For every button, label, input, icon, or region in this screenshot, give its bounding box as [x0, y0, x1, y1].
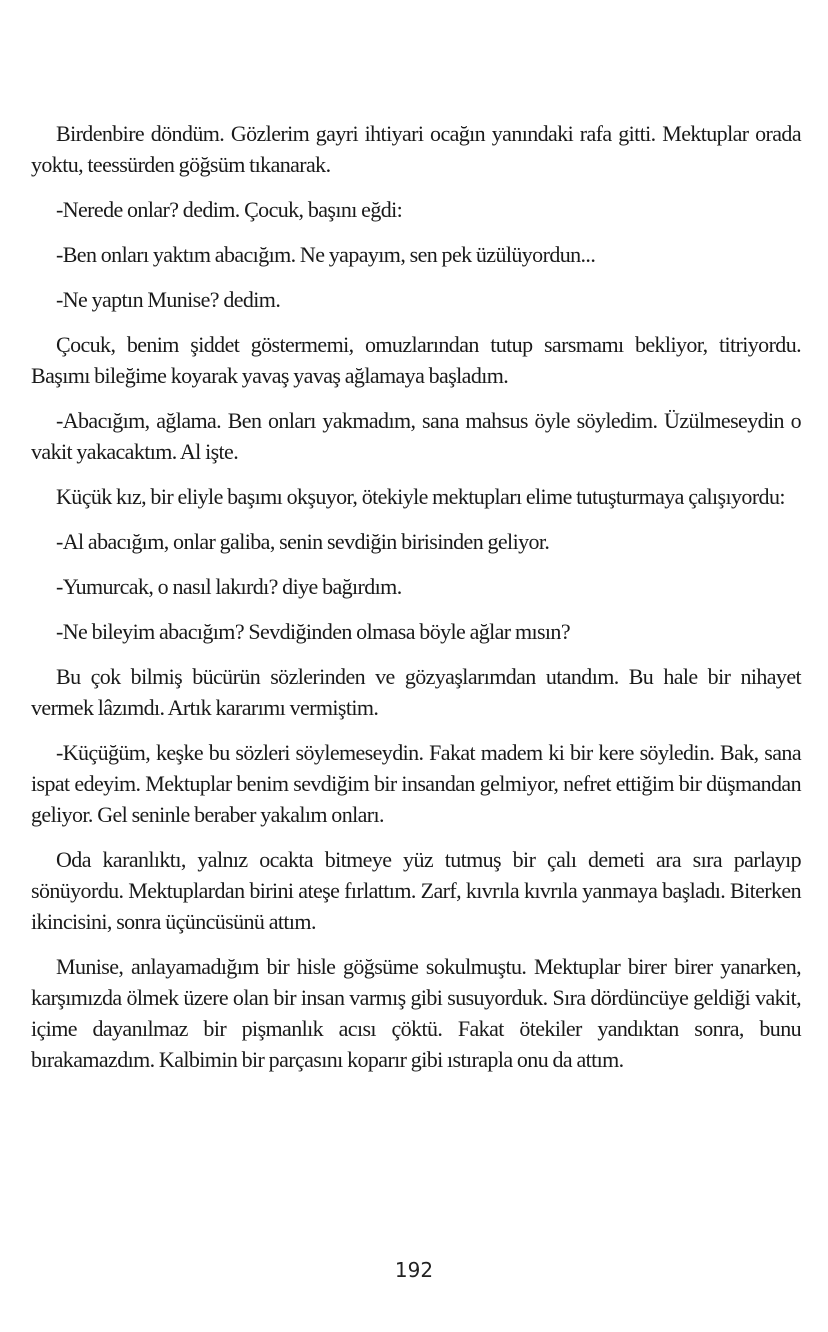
page-number: 192 — [394, 1258, 434, 1282]
page-body — [31, 118, 801, 1089]
paragraph: -Abacığım, ağlama. Ben onları yakmadım, sana mahsus öyle söyledim. Üzülmeseydin o vakit yakacaktım. Al işte. — [31, 408, 801, 464]
paragraph: Oda karanlıktı, yalnız ocakta bitmeye yüz tutmuş bir çalı demeti ara sıra parlayıp sönüyordu. Mektuplardan birini ateşe fırlattım. Zarf, kıvrıla kıvrıla yanmaya başladı. Biterken ikincisini, sonra üçüncüsünü attım. — [31, 847, 801, 934]
paragraph: Çocuk, benim şiddet göstermemi, omuzlarından tutup sarsmamı bekliyor, titriyordu. Başımı bileğime koyarak yavaş yavaş ağlamaya başladım. — [31, 332, 801, 388]
paragraph: -Küçüğüm, keşke bu sözleri söylemeseydin. Fakat madem ki bir kere söyledin. Bak, sana ispat edeyim. Mektuplar benim sevdiğim bir insandan gelmiyor, nefret ettiğim bir düşmandan geliyor. Gel seninle beraber yakalım onları. — [31, 740, 801, 827]
paragraph: Munise, anlayamadığım bir hisle göğsüme sokulmuştu. Mektuplar birer birer yanarken, karşımızda ölmek üzere olan bir insan varmış gibi susuyorduk. Sıra dördüncüye geldiği vakit, içime dayanılmaz bir pişmanlık acısı çöktü. Fakat ötekiler yandıktan sonra, bunu bırakamazdım. Kalbimin bir parçasını koparır gibi ıstırapla onu da attım. — [31, 954, 801, 1072]
paragraph: -Nerede onlar? dedim. Çocuk, başını eğdi: — [56, 197, 403, 222]
paragraph: Küçük kız, bir eliyle başımı okşuyor, ötekiyle mektupları elime tutuşturmaya çalışıyordu: — [56, 484, 785, 509]
paragraph: Birdenbire döndüm. Gözlerim gayri ihtiyari ocağın yanındaki rafa gitti. Mektuplar orada yoktu, teessürden göğsüm tıkanarak. — [31, 121, 801, 177]
paragraph: -Al abacığım, onlar galiba, senin sevdiğin birisinden geliyor. — [56, 529, 550, 554]
paragraph: -Ne bileyim abacığım? Sevdiğinden olmasa böyle ağlar mısın? — [56, 619, 571, 644]
paragraph: Bu çok bilmiş bücürün sözlerinden ve gözyaşlarımdan utandım. Bu hale bir nihayet vermek lâzımdı. Artık kararımı vermiştim. — [31, 664, 801, 720]
paragraph: -Ben onları yaktım abacığım. Ne yapayım, sen pek üzülüyordun... — [56, 242, 596, 267]
paragraph: -Yumurcak, o nasıl lakırdı? diye bağırdım. — [56, 574, 402, 599]
paragraph: -Ne yaptın Munise? dedim. — [56, 287, 281, 312]
